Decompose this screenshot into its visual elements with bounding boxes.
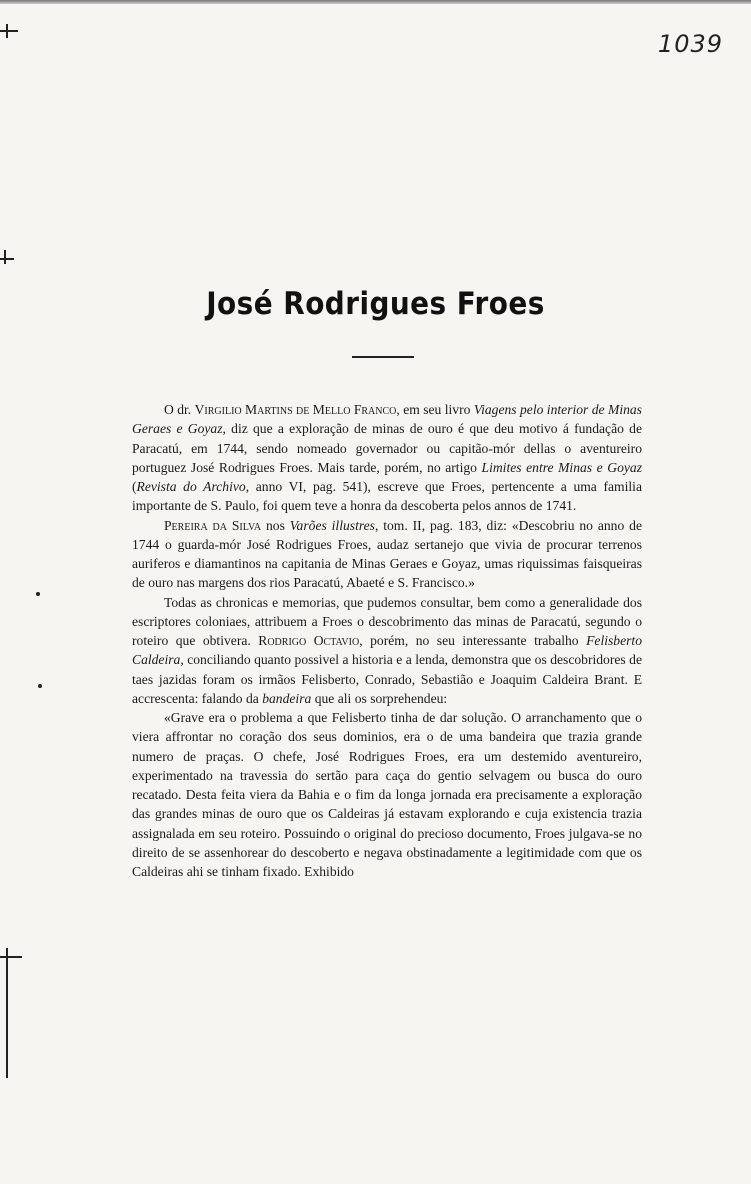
text-run: bandeira (262, 690, 312, 706)
text-run: Felisberto Caldeira (132, 633, 642, 668)
text-run: , tom. II, pag. 183, diz: «Descobriu no anno de 1744 o guarda-mór José Rodrigues Froes, audaz sertanejo que vivia de procurar terrenos auriferos e diamantinos na capitania de Minas Geraes e Goyaz, umas riquissimas faisqueiras de ouro nas margens dos rios Paracatú, Abaeté e S. Francisco.» (132, 517, 642, 591)
text-run: Limites entre Minas e Goyaz (481, 459, 642, 475)
text-run: , diz que a exploração de minas de ouro é que deu motivo á fundação de Paracatú, em 1744, sendo nomeado governador ou capitão-mór dellas o aventureiro portuguez José Rodrigues Froes. Mais tarde, porém, no artigo (132, 421, 642, 475)
page-number: 1039 (657, 30, 723, 58)
text-run: , porém, no seu interessante trabalho (359, 633, 587, 648)
text-run: Viagens pelo interior de Minas Geraes e Goyaz (132, 402, 642, 437)
punch-dot (36, 592, 40, 596)
punch-dot (38, 684, 42, 688)
binding-mark (6, 948, 8, 1078)
paragraph (132, 708, 642, 881)
page-title: José Rodrigues Froes (206, 286, 545, 322)
text-run: Revista do Archivo (136, 479, 246, 494)
paragraph (132, 593, 642, 709)
page-top-edge (0, 0, 751, 4)
text-run: ( (132, 479, 137, 494)
text-run: O dr. (164, 402, 195, 417)
text-run: «Grave era o problema a que Felisberto tinha de dar solução. O arranchamento que o viera affrontar no coração dos seus dominios, era o de uma bandeira que trazia grande numero de praças. O chefe, José Rodrigues Froes, era um destemido aventureiro, experimentado na travessia do sertão para caça do gentio selvagem ou busca do ouro recatado. Desta feita viera da Bahia e o fim da longa jornada era precisamente a exploração das grandes minas de ouro que os Caldeiras já estavam explorando e cuja existencia trazia assignalada em seu roteiro. Possuindo o original do precioso documento, Froes julgava-se no direito de se assenhorear do descoberto e negava obstinadamente a legitimidade com que os Caldeiras ahi se tinham fixado. Exhibido (132, 710, 642, 879)
text-run: Varões illustres (289, 517, 375, 533)
binding-mark (6, 24, 8, 38)
text-run: nos (261, 517, 290, 533)
text-run: que ali os sorprehendeu: (311, 690, 448, 706)
text-run: Todas as chronicas e memorias, que pudemos consultar, bem como a generalidade dos escriptores coloniaes, attribuem a Froes o descobrimento das minas de Paracatú, segundo o roteiro que obtivera. (132, 594, 642, 648)
binding-mark (4, 250, 6, 264)
binding-mark (0, 258, 14, 260)
body-text (132, 400, 642, 881)
text-run: , em seu livro (396, 402, 474, 417)
binding-mark (0, 956, 22, 958)
binding-mark (0, 30, 18, 32)
paragraph (132, 400, 642, 516)
paragraph (132, 516, 642, 593)
text-run: , conciliando quanto possivel a historia e a lenda, demonstra que os descobridores de taes jazidas foram os irmãos Felisberto, Conrado, Sebastião e Joaquim Caldeira Brant. E accrescenta: falando da (132, 652, 642, 706)
text-run: Virgilio Martins de Mello Franco (194, 402, 397, 417)
title-divider (352, 356, 414, 358)
text-run: , anno VI, pag. 541), escreve que Froes, pertencente a uma familia importante de S. Paulo, foi quem teve a honra da descoberta pelos annos de 1741. (132, 479, 642, 514)
text-run: Rodrigo Octavio (258, 633, 360, 648)
text-run: Pereira da Silva (164, 517, 262, 533)
